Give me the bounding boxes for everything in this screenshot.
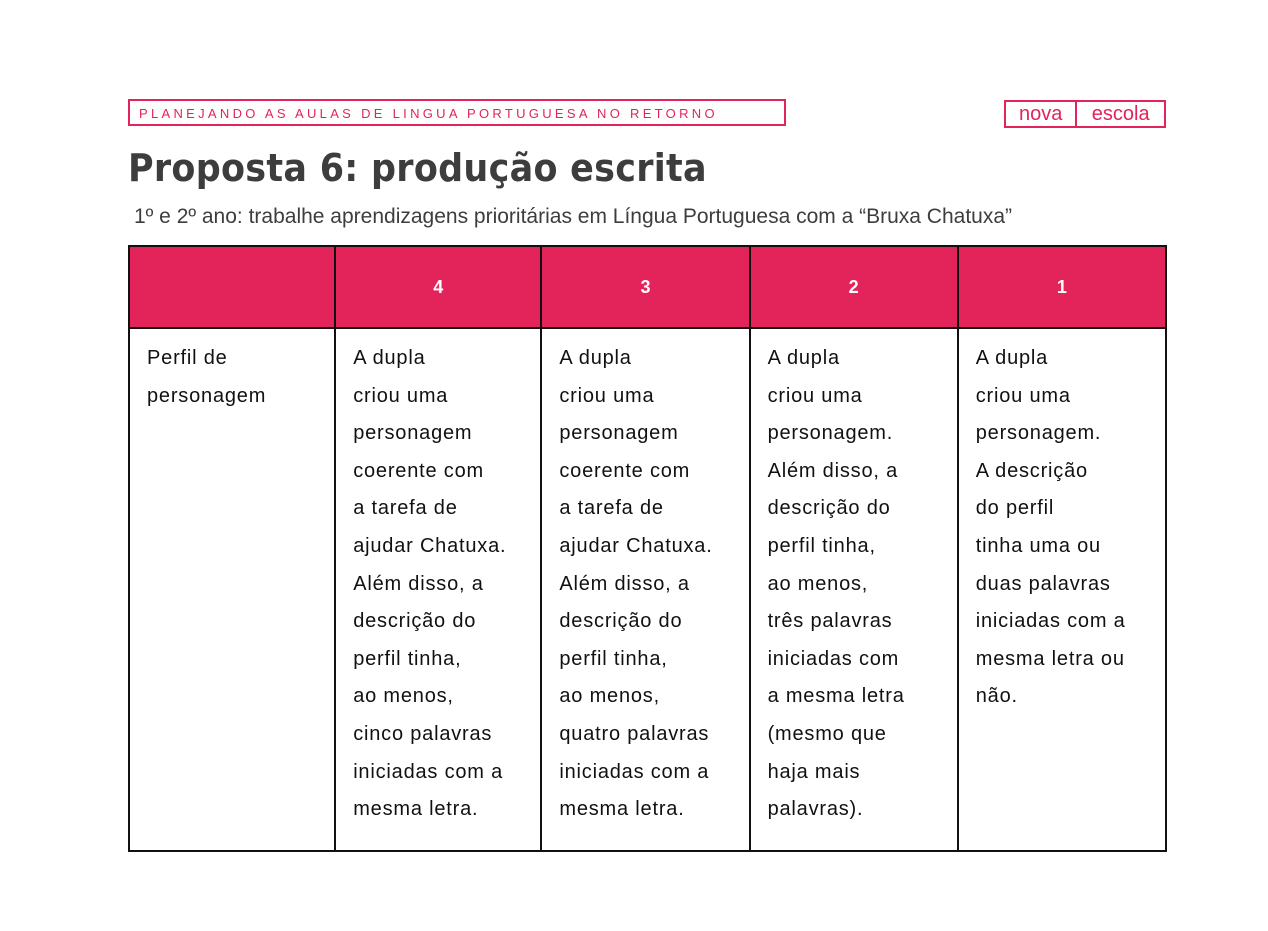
logo-part-escola: escola [1075, 102, 1164, 126]
table-header-row [129, 246, 1166, 328]
header-cell-empty [129, 246, 335, 328]
nova-escola-logo [1004, 100, 1166, 128]
logo-part-nova: nova [1018, 103, 1063, 125]
table-row [129, 328, 1166, 851]
section-kicker: PLANEJANDO AS AULAS DE LINGUA PORTUGUESA NO RETORNO [128, 99, 786, 126]
cell-level-3: A dupla criou uma personagem coerente com a tarefa de ajudar Chatuxa. Além disso, a descrição do perfil tinha, ao menos, quatro palavras iniciadas com a mesma letra. [541, 328, 749, 851]
rubric-table [128, 245, 1167, 852]
row-label: Perfil de personagem [129, 328, 335, 851]
cell-level-4: A dupla criou uma personagem coerente com a tarefa de ajudar Chatuxa. Além disso, a descrição do perfil tinha, ao menos, cinco palavras iniciadas com a mesma letra. [335, 328, 541, 851]
page-subtitle: 1º e 2º ano: trabalhe aprendizagens prioritárias em Língua Portuguesa com a “Bruxa Chatuxa” [134, 205, 1013, 228]
page-title: Proposta 6: produção escrita [128, 146, 707, 190]
header-cell-2: 2 [750, 246, 958, 328]
header-cell-1: 1 [958, 246, 1166, 328]
header-cell-4: 4 [335, 246, 541, 328]
cell-level-2: A dupla criou uma personagem. Além disso, a descrição do perfil tinha, ao menos, três palavras iniciadas com a mesma letra (mesmo que haja mais palavras). [750, 328, 958, 851]
cell-level-1: A dupla criou uma personagem. A descrição do perfil tinha uma ou duas palavras iniciadas com a mesma letra ou não. [958, 328, 1166, 851]
header-cell-3: 3 [541, 246, 749, 328]
